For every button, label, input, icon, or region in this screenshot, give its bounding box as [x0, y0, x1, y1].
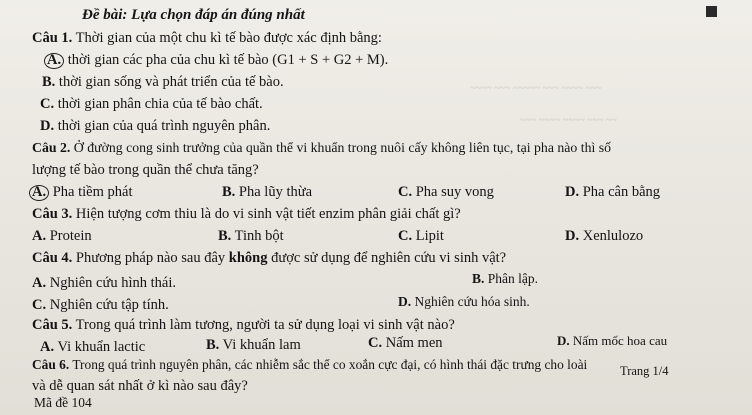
- option-letter: B.: [218, 228, 232, 244]
- q1-option-c[interactable]: [40, 97, 263, 112]
- question-2: [32, 141, 611, 155]
- option-text: thời gian phân chia của tế bào chất.: [57, 96, 263, 112]
- q5-option-c[interactable]: [368, 336, 443, 351]
- q5-option-b[interactable]: [206, 338, 301, 353]
- option-text: Vi khuẩn lam: [222, 337, 301, 353]
- option-letter: D.: [557, 333, 570, 348]
- option-text: Pha tiềm phát: [52, 184, 133, 200]
- question-3: [32, 207, 461, 222]
- q1-option-d[interactable]: [40, 119, 270, 134]
- question-4: [32, 251, 506, 266]
- q4-option-c[interactable]: [32, 298, 169, 313]
- option-letter: C.: [398, 228, 413, 244]
- q1-option-b[interactable]: [42, 75, 284, 90]
- option-letter: D.: [40, 118, 55, 134]
- q4-option-d[interactable]: [398, 295, 530, 309]
- option-text: Nghiên cứu tập tính.: [49, 297, 169, 313]
- question-text: Hiện tượng cơm thiu là do vi sinh vật tiết enzim phân giải chất gì?: [75, 206, 461, 222]
- option-letter: B.: [206, 337, 220, 353]
- option-letter-selected: A.: [44, 53, 64, 69]
- exam-code: Mã đề 104: [34, 395, 92, 410]
- option-letter: D.: [398, 294, 412, 309]
- option-text: thời gian sống và phát triển của tế bào.: [58, 74, 284, 90]
- option-text: thời gian các pha của chu kì tế bào (G1 + S + G2 + M).: [67, 52, 389, 68]
- question-text: Phương pháp nào sau đây: [75, 250, 226, 266]
- square-mark-icon: [706, 6, 717, 17]
- option-text: Tinh bột: [234, 228, 284, 244]
- question-text: được sử dụng để nghiên cứu vi sinh vật?: [271, 250, 507, 266]
- question-number: Câu 3.: [32, 206, 73, 222]
- q5-option-a[interactable]: [40, 340, 145, 355]
- option-text: Nghiên cứu hình thái.: [49, 275, 176, 291]
- option-text: Xenlulozo: [582, 228, 644, 244]
- question-number: Câu 2.: [32, 140, 71, 155]
- page-number: Trang 1/4: [620, 364, 669, 378]
- question-text: Trong quá trình nguyên phân, các nhiễm sắc thể co xoắn cực đại, có hình thái đặc trưng cho loài: [72, 357, 588, 372]
- q1-option-a[interactable]: [47, 53, 388, 69]
- bleed-through-shadow: ~~~ ~~~~ ~~~~ ~~~ ~~: [520, 115, 617, 126]
- question-number: Câu 4.: [32, 250, 73, 266]
- q3-option-b[interactable]: [218, 229, 284, 244]
- option-text: Nấm mốc hoa cau: [572, 333, 668, 348]
- option-text: Pha cân bằng: [582, 184, 661, 200]
- option-text: thời gian của quá trình nguyên phân.: [57, 118, 271, 134]
- option-letter: D.: [565, 184, 580, 200]
- q3-option-c[interactable]: [398, 229, 444, 244]
- option-text: Protein: [49, 228, 92, 244]
- question-text: Thời gian của một chu kì tế bào được xác định bằng:: [75, 30, 382, 46]
- option-letter-selected: A.: [29, 185, 49, 201]
- question-number: Câu 6.: [32, 357, 70, 372]
- option-letter: B.: [222, 184, 236, 200]
- option-text: Pha lũy thừa: [238, 184, 313, 200]
- option-letter: C.: [368, 335, 383, 351]
- option-text: Nấm men: [385, 335, 443, 351]
- option-text: Pha suy vong: [415, 184, 494, 200]
- option-text: Vi khuẩn lactic: [57, 339, 146, 355]
- option-letter: C.: [398, 184, 413, 200]
- option-text: Nghiên cứu hóa sinh.: [414, 294, 530, 309]
- question-1: [32, 31, 382, 46]
- question-5: [32, 318, 455, 333]
- option-letter: A.: [32, 228, 47, 244]
- q3-option-d[interactable]: [565, 229, 643, 244]
- question-number: Câu 5.: [32, 317, 73, 333]
- question-2-continued: lượng tế bào trong quần thể chưa tăng?: [32, 162, 259, 178]
- q2-option-b[interactable]: [222, 185, 312, 200]
- emphasis-word: không: [228, 250, 268, 266]
- question-6: [32, 358, 587, 371]
- option-letter: C.: [32, 297, 47, 313]
- exam-header: Đề bài: Lựa chọn đáp án đúng nhất: [82, 7, 305, 23]
- question-text: Trong quá trình làm tương, người ta sử dụng loại vi sinh vật nào?: [75, 317, 455, 333]
- option-letter: B.: [42, 74, 56, 90]
- q2-option-d[interactable]: [565, 185, 660, 200]
- q4-option-a[interactable]: [32, 276, 176, 291]
- question-text: Ở đường cong sinh trưởng của quần thể vi khuẩn trong nuôi cấy không liên tục, tại pha nào thì số: [73, 140, 612, 155]
- bleed-through-shadow: ~~~~ ~~~ ~~~~~ ~~~ ~~~~ ~~~: [470, 83, 602, 94]
- option-letter: A.: [40, 339, 55, 355]
- q3-option-a[interactable]: [32, 229, 92, 244]
- q4-option-b[interactable]: [472, 272, 538, 286]
- option-letter: B.: [472, 271, 485, 286]
- q5-option-d[interactable]: [557, 334, 667, 347]
- option-text: Phân lập.: [487, 271, 539, 286]
- q2-option-a[interactable]: [32, 185, 132, 201]
- option-letter: A.: [32, 275, 47, 291]
- question-number: Câu 1.: [32, 30, 73, 46]
- option-text: Lipit: [415, 228, 444, 244]
- option-letter: C.: [40, 96, 55, 112]
- question-6-continued: và dễ quan sát nhất ở kì nào sau đây?: [32, 378, 248, 394]
- q2-option-c[interactable]: [398, 185, 494, 200]
- option-letter: D.: [565, 228, 580, 244]
